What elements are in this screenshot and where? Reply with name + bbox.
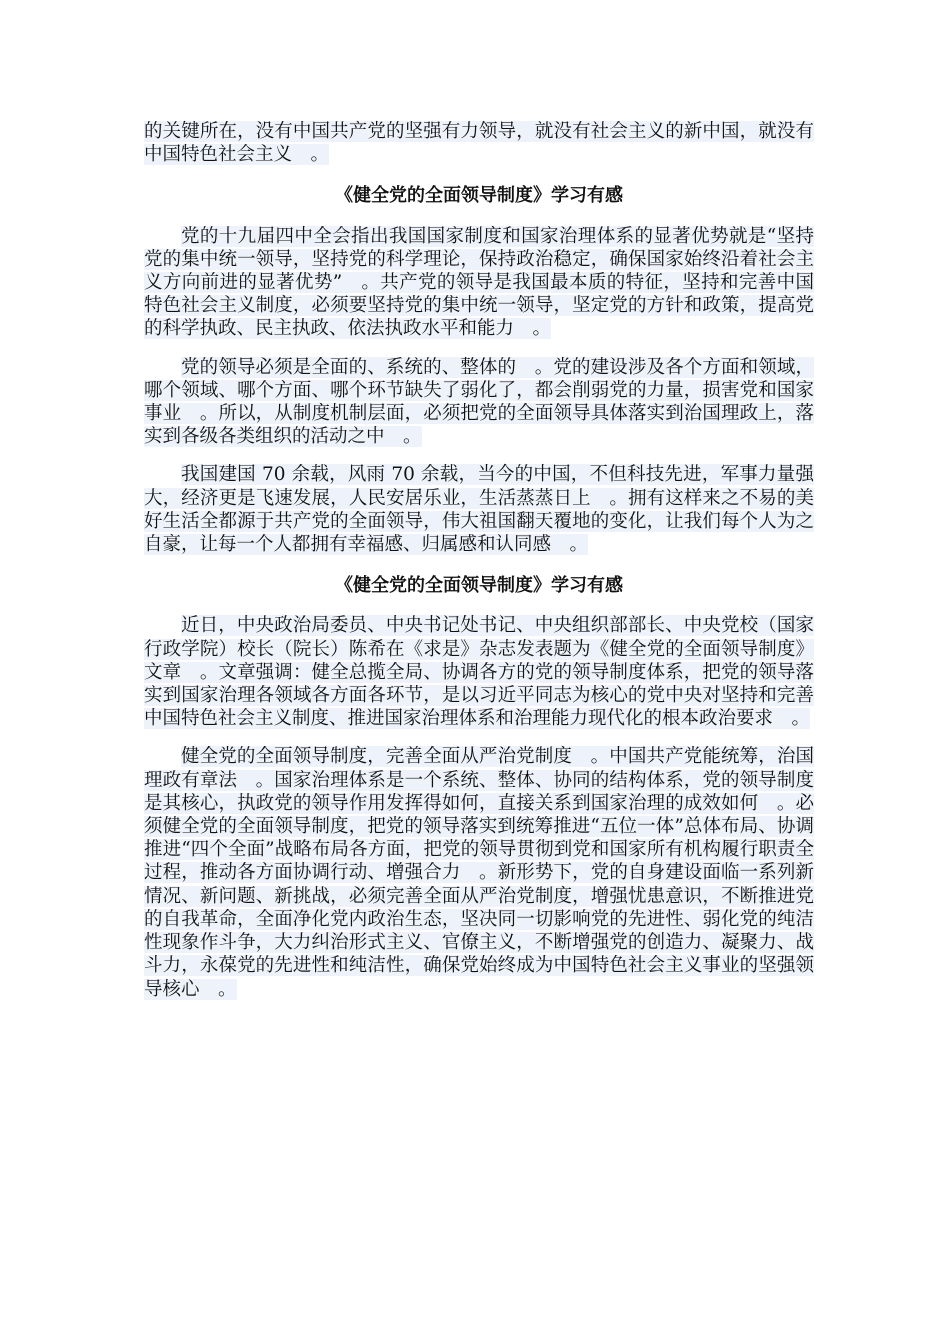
paragraph	[144, 356, 814, 449]
document-page	[144, 120, 814, 1016]
paragraph	[144, 614, 814, 730]
paragraph-text: 近日，中央政治局委员、中央书记处书记、中央组织部部长、中央党校（国家行政学院）校长（院长）陈希在《求是》杂志发表题为《健全党的全面领导制度》文章 。文章强调：健全总揽全局、协调各方的党的领导制度体系，把党的领导落实到国家治理各领域各方面各环节，是以习近平同志为核心的党中央对坚持和完善中国特色社会主义制度、推进国家治理体系和治理能力现代化的根本政治要求 。	[144, 615, 814, 730]
paragraph-text: 的关键所在，没有中国共产党的坚强有力领导，就没有社会主义的新中国，就没有中国特色社会主义 。	[144, 121, 814, 166]
paragraph	[144, 463, 814, 556]
paragraph	[144, 225, 814, 341]
paragraph-text: 健全党的全面领导制度，完善全面从严治党制度 。中国共产党能统筹，治国理政有章法 。国家治理体系是一个系统、整体、协同的结构体系，党的领导制度是其核心，执政党的领导作用发挥得如何，直接关系到国家治理的成效如何 。必须健全党的全面领导制度，把党的领导落实到统筹推进“五位一体”总体布局、协调推进“四个全面”战略布局各方面，把党的领导贯彻到党和国家所有机构履行职责全过程，推动各方面协调行动、增强合力 。新形势下，党的自身建设面临一系列新情况、新问题、新挑战，必须完善全面从严治党制度，增强忧患意识，不断推进党的自我革命，全面净化党内政治生态，坚决同一切影响党的先进性、弱化党的纯洁性现象作斗争，大力纠治形式主义、官僚主义，不断增强党的创造力、凝聚力、战斗力，永葆党的先进性和纯洁性，确保党始终成为中国特色社会主义事业的坚强领导核心 。	[144, 746, 814, 1000]
paragraph	[144, 120, 814, 166]
paragraph-text: 我国建国 70 余载，风雨 70 余载，当今的中国，不但科技先进，军事力量强大，经济更是飞速发展，人民安居乐业，生活蒸蒸日上 。拥有这样来之不易的美好生活全都源于共产党的全面领导，伟大祖国翻天覆地的变化，让我们每个人为之自豪，让每一个人都拥有幸福感、归属感和认同感 。	[144, 464, 814, 556]
paragraph	[144, 745, 814, 1000]
paragraph-text: 党的十九届四中全会指出我国国家制度和国家治理体系的显著优势就是“坚持党的集中统一领导，坚持党的科学理论，保持政治稳定，确保国家始终沿着社会主义方向前进的显著优势” 。共产党的领导是我国最本质的特征，坚持和完善中国特色社会主义制度，必须要坚持党的集中统一领导，坚定党的方针和政策，提高党的科学执政、民主执政、依法执政水平和能力 。	[144, 225, 814, 340]
section-title: 《健全党的全面领导制度》学习有感	[335, 575, 623, 597]
paragraph-text: 党的领导必须是全面的、系统的、整体的 。党的建设涉及各个方面和领域，哪个领域、哪个方面、哪个环节缺失了弱化了，都会削弱党的力量，损害党和国家事业 。所以，从制度机制层面，必须把党的全面领导具体落实到治国理政上，落实到各级各类组织的活动之中 。	[144, 356, 814, 448]
section-title: 《健全党的全面领导制度》学习有感	[335, 185, 623, 207]
